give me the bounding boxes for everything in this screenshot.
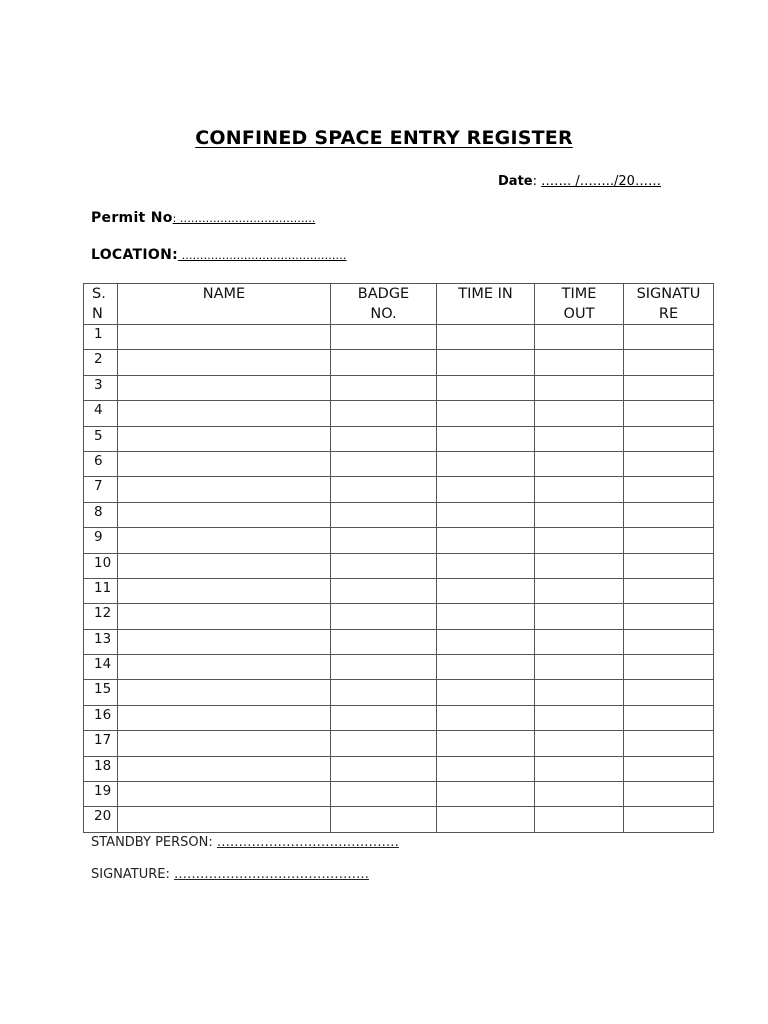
name-cell[interactable] bbox=[118, 477, 331, 502]
time-out-cell[interactable] bbox=[535, 451, 624, 476]
name-cell[interactable] bbox=[118, 375, 331, 400]
table-row bbox=[84, 350, 714, 375]
badge-cell[interactable] bbox=[331, 756, 437, 781]
time-in-cell[interactable] bbox=[437, 451, 535, 476]
permit-value: : ………………………………. bbox=[172, 212, 316, 225]
name-cell[interactable] bbox=[118, 350, 331, 375]
header-time-out-line-1: TIME bbox=[561, 286, 597, 302]
table-row bbox=[84, 807, 714, 832]
sn-cell: 6 bbox=[84, 451, 118, 476]
time-in-cell[interactable] bbox=[437, 807, 535, 832]
badge-cell[interactable] bbox=[331, 680, 437, 705]
time-out-cell[interactable] bbox=[535, 655, 624, 680]
date-field bbox=[498, 174, 661, 189]
signature-cell[interactable] bbox=[624, 350, 714, 375]
table-row bbox=[84, 655, 714, 680]
header-signature-line-1: SIGNATU bbox=[636, 286, 701, 302]
document-title: CONFINED SPACE ENTRY REGISTER bbox=[195, 127, 573, 149]
sn-cell: 3 bbox=[84, 375, 118, 400]
standby-person-label: STANDBY PERSON: bbox=[91, 835, 217, 850]
signature-cell[interactable] bbox=[624, 756, 714, 781]
time-in-cell[interactable] bbox=[437, 528, 535, 553]
date-label: Date bbox=[498, 174, 533, 189]
name-cell[interactable] bbox=[118, 426, 331, 451]
badge-cell[interactable] bbox=[331, 401, 437, 426]
name-cell[interactable] bbox=[118, 655, 331, 680]
header-signature bbox=[624, 284, 714, 325]
time-out-cell[interactable] bbox=[535, 553, 624, 578]
header-sn-line-1: S. bbox=[92, 286, 106, 302]
signature-cell[interactable] bbox=[624, 807, 714, 832]
badge-cell[interactable] bbox=[331, 705, 437, 730]
time-in-cell[interactable] bbox=[437, 756, 535, 781]
badge-cell[interactable] bbox=[331, 426, 437, 451]
sn-cell: 11 bbox=[84, 578, 118, 603]
badge-cell[interactable] bbox=[331, 325, 437, 350]
header-sn bbox=[84, 284, 118, 325]
permit-label: Permit No bbox=[91, 210, 173, 226]
header-sn-line-2: N bbox=[92, 306, 103, 322]
name-cell[interactable] bbox=[118, 756, 331, 781]
signature-cell[interactable] bbox=[624, 604, 714, 629]
time-in-cell[interactable] bbox=[437, 350, 535, 375]
table-row bbox=[84, 680, 714, 705]
time-out-cell[interactable] bbox=[535, 350, 624, 375]
name-cell[interactable] bbox=[118, 731, 331, 756]
time-out-cell[interactable] bbox=[535, 477, 624, 502]
table-row bbox=[84, 553, 714, 578]
badge-cell[interactable] bbox=[331, 655, 437, 680]
name-cell[interactable] bbox=[118, 604, 331, 629]
badge-cell[interactable] bbox=[331, 451, 437, 476]
name-cell[interactable] bbox=[118, 325, 331, 350]
signature-label: SIGNATURE: bbox=[91, 867, 174, 882]
standby-person-value: …………………………………… bbox=[216, 835, 399, 850]
time-in-cell[interactable] bbox=[437, 604, 535, 629]
table-row bbox=[84, 578, 714, 603]
time-in-cell[interactable] bbox=[437, 705, 535, 730]
name-cell[interactable] bbox=[118, 782, 331, 807]
sn-cell: 19 bbox=[84, 782, 118, 807]
badge-cell[interactable] bbox=[331, 477, 437, 502]
location-value: ……………………………………… bbox=[178, 249, 347, 262]
table-row bbox=[84, 401, 714, 426]
signature-cell[interactable] bbox=[624, 655, 714, 680]
badge-cell[interactable] bbox=[331, 629, 437, 654]
time-out-cell[interactable] bbox=[535, 502, 624, 527]
time-in-cell[interactable] bbox=[437, 502, 535, 527]
time-out-cell[interactable] bbox=[535, 401, 624, 426]
time-in-cell[interactable] bbox=[437, 629, 535, 654]
header-time-in bbox=[437, 284, 535, 325]
time-out-cell[interactable] bbox=[535, 782, 624, 807]
time-out-cell[interactable] bbox=[535, 528, 624, 553]
badge-cell[interactable] bbox=[331, 350, 437, 375]
signature-cell[interactable] bbox=[624, 451, 714, 476]
signature-value: ……………………………………… bbox=[173, 867, 369, 882]
badge-cell[interactable] bbox=[331, 604, 437, 629]
sn-cell: 2 bbox=[84, 350, 118, 375]
signature-cell[interactable] bbox=[624, 325, 714, 350]
time-out-cell[interactable] bbox=[535, 705, 624, 730]
time-in-cell[interactable] bbox=[437, 426, 535, 451]
name-cell[interactable] bbox=[118, 578, 331, 603]
badge-cell[interactable] bbox=[331, 782, 437, 807]
location-label: LOCATION: bbox=[91, 247, 179, 263]
header-badge-line-1: BADGE bbox=[357, 286, 410, 302]
name-cell[interactable] bbox=[118, 401, 331, 426]
badge-cell[interactable] bbox=[331, 807, 437, 832]
table-row bbox=[84, 375, 714, 400]
date-separator: : bbox=[532, 174, 542, 189]
signature-cell[interactable] bbox=[624, 705, 714, 730]
badge-cell[interactable] bbox=[331, 528, 437, 553]
name-cell[interactable] bbox=[118, 451, 331, 476]
name-cell[interactable] bbox=[118, 502, 331, 527]
signature-cell[interactable] bbox=[624, 782, 714, 807]
table-row bbox=[84, 705, 714, 730]
permit-field bbox=[91, 210, 315, 226]
time-out-cell[interactable] bbox=[535, 426, 624, 451]
signature-cell[interactable] bbox=[624, 426, 714, 451]
sn-cell: 20 bbox=[84, 807, 118, 832]
time-out-cell[interactable] bbox=[535, 731, 624, 756]
badge-cell[interactable] bbox=[331, 731, 437, 756]
table-header-row bbox=[84, 284, 714, 325]
table-row bbox=[84, 756, 714, 781]
time-out-cell[interactable] bbox=[535, 604, 624, 629]
header-badge-line-2: NO. bbox=[370, 306, 397, 322]
name-cell[interactable] bbox=[118, 553, 331, 578]
signature-cell[interactable] bbox=[624, 680, 714, 705]
signature-cell[interactable] bbox=[624, 578, 714, 603]
header-time-in-text: TIME IN bbox=[458, 286, 513, 302]
sn-cell: 14 bbox=[84, 655, 118, 680]
sn-cell: 9 bbox=[84, 528, 118, 553]
time-out-cell[interactable] bbox=[535, 325, 624, 350]
time-out-cell[interactable] bbox=[535, 375, 624, 400]
time-in-cell[interactable] bbox=[437, 578, 535, 603]
badge-cell[interactable] bbox=[331, 553, 437, 578]
sn-cell: 17 bbox=[84, 731, 118, 756]
table-row bbox=[84, 451, 714, 476]
signature-cell[interactable] bbox=[624, 731, 714, 756]
time-in-cell[interactable] bbox=[437, 401, 535, 426]
time-in-cell[interactable] bbox=[437, 477, 535, 502]
name-cell[interactable] bbox=[118, 629, 331, 654]
name-cell[interactable] bbox=[118, 807, 331, 832]
name-cell[interactable] bbox=[118, 680, 331, 705]
time-in-cell[interactable] bbox=[437, 325, 535, 350]
table-row bbox=[84, 528, 714, 553]
time-in-cell[interactable] bbox=[437, 553, 535, 578]
location-field bbox=[91, 247, 347, 263]
time-in-cell[interactable] bbox=[437, 680, 535, 705]
signature-field bbox=[91, 867, 369, 882]
name-cell[interactable] bbox=[118, 705, 331, 730]
header-time-out-line-2: OUT bbox=[563, 306, 595, 322]
table-row bbox=[84, 477, 714, 502]
time-out-cell[interactable] bbox=[535, 680, 624, 705]
time-in-cell[interactable] bbox=[437, 375, 535, 400]
signature-cell[interactable] bbox=[624, 629, 714, 654]
name-cell[interactable] bbox=[118, 528, 331, 553]
sn-cell: 18 bbox=[84, 756, 118, 781]
sn-cell: 15 bbox=[84, 680, 118, 705]
badge-cell[interactable] bbox=[331, 578, 437, 603]
table-row bbox=[84, 629, 714, 654]
entry-register-table bbox=[83, 283, 714, 833]
time-in-cell[interactable] bbox=[437, 731, 535, 756]
header-time-out bbox=[535, 284, 624, 325]
badge-cell[interactable] bbox=[331, 502, 437, 527]
signature-cell[interactable] bbox=[624, 502, 714, 527]
signature-cell[interactable] bbox=[624, 528, 714, 553]
signature-cell[interactable] bbox=[624, 401, 714, 426]
time-out-cell[interactable] bbox=[535, 807, 624, 832]
time-in-cell[interactable] bbox=[437, 655, 535, 680]
time-out-cell[interactable] bbox=[535, 629, 624, 654]
sn-cell: 12 bbox=[84, 604, 118, 629]
signature-cell[interactable] bbox=[624, 375, 714, 400]
date-value: ……. /……../20…… bbox=[541, 174, 661, 189]
signature-cell[interactable] bbox=[624, 553, 714, 578]
header-name bbox=[118, 284, 331, 325]
table-row bbox=[84, 731, 714, 756]
time-out-cell[interactable] bbox=[535, 578, 624, 603]
sn-cell: 5 bbox=[84, 426, 118, 451]
badge-cell[interactable] bbox=[331, 375, 437, 400]
table-row bbox=[84, 426, 714, 451]
sn-cell: 10 bbox=[84, 553, 118, 578]
time-out-cell[interactable] bbox=[535, 756, 624, 781]
sn-cell: 8 bbox=[84, 502, 118, 527]
table-row bbox=[84, 502, 714, 527]
standby-person-field bbox=[91, 835, 399, 850]
signature-cell[interactable] bbox=[624, 477, 714, 502]
register-body bbox=[84, 325, 714, 833]
sn-cell: 16 bbox=[84, 705, 118, 730]
sn-cell: 1 bbox=[84, 325, 118, 350]
table-row bbox=[84, 604, 714, 629]
sn-cell: 13 bbox=[84, 629, 118, 654]
table-row bbox=[84, 325, 714, 350]
header-badge bbox=[331, 284, 437, 325]
sn-cell: 7 bbox=[84, 477, 118, 502]
header-name-text: NAME bbox=[202, 286, 246, 302]
time-in-cell[interactable] bbox=[437, 782, 535, 807]
header-signature-line-2: RE bbox=[658, 306, 679, 322]
sn-cell: 4 bbox=[84, 401, 118, 426]
table-row bbox=[84, 782, 714, 807]
